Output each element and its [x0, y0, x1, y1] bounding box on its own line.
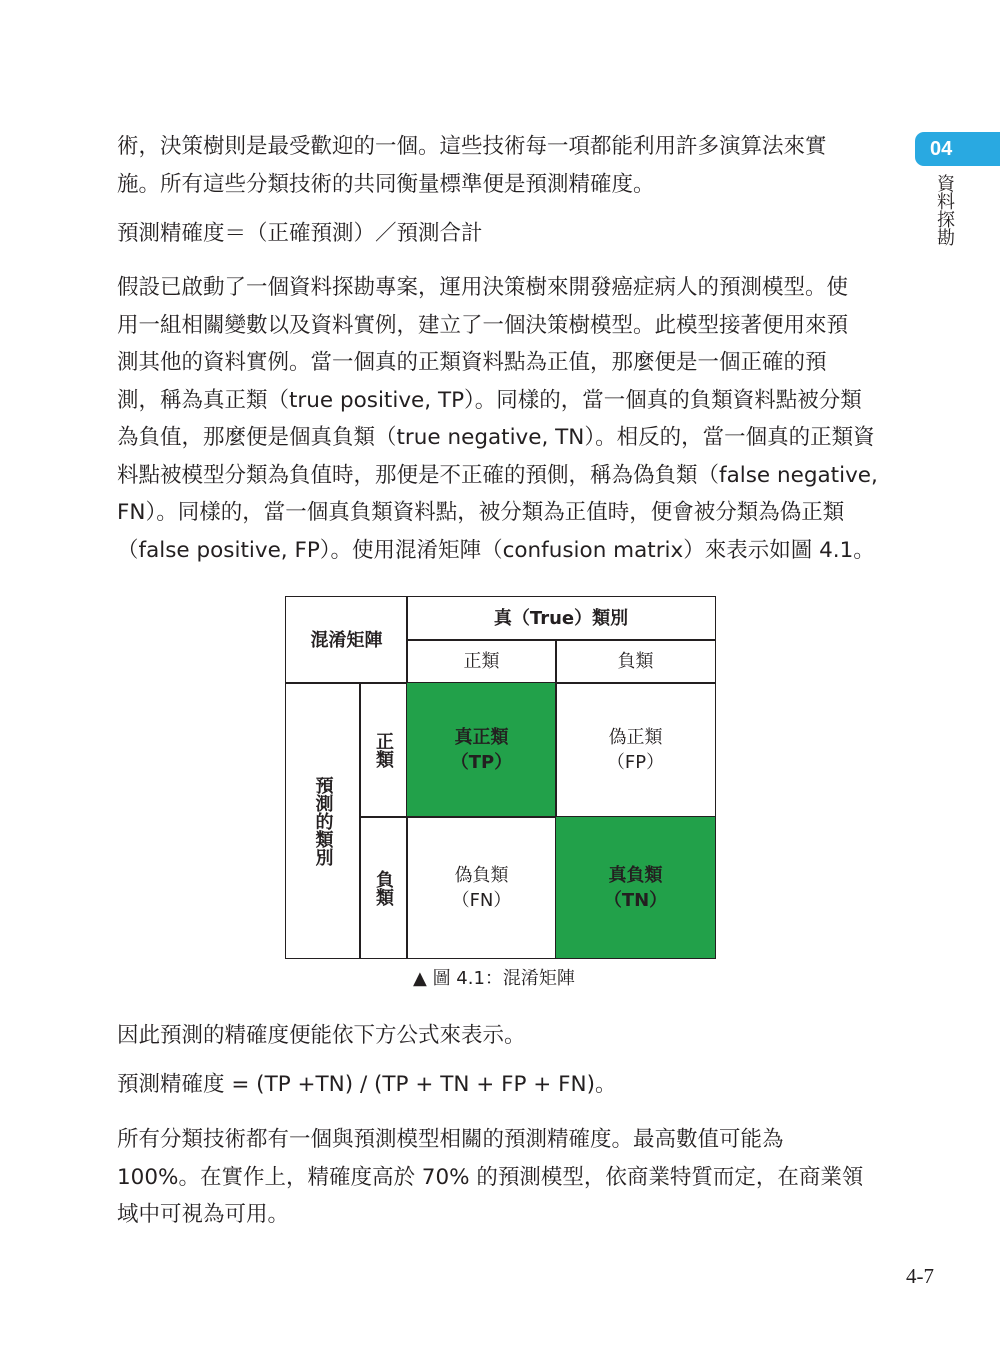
- fp-abbr: （FP）: [606, 752, 665, 773]
- figure-caption: ▲ 圖 4.1：混淆矩陣: [413, 968, 575, 989]
- fn-cell: [406, 816, 557, 959]
- text-line: 域中可視為可用。: [117, 1202, 290, 1227]
- text-line: 為負值，那麼便是個真負類（true negative, TN）。相反的，當一個真的正類資: [117, 425, 875, 450]
- chapter-label: 資料探勘: [934, 174, 955, 246]
- fp-cell: [555, 682, 716, 818]
- text-line: 測，稱為真正類（true positive, TP）。同樣的，當一個真的負類資料點被分類: [117, 387, 862, 413]
- accuracy-formula: 預測精確度 = (TP +TN) / (TP + TN + FP + FN)。: [117, 1072, 617, 1097]
- text-line: 100%。在實作上，精確度高於 70% 的預測模型，依商業特質而定，在商業領: [117, 1164, 864, 1190]
- closing-paragraph: [117, 1121, 885, 1234]
- text-line: 測其他的資料實例。當一個真的正類資料點為正值，那麼便是一個正確的預: [117, 350, 827, 375]
- text-line: FN）。同樣的，當一個真負類資料點，被分類為正值時，便會被分類為偽正類: [117, 500, 845, 525]
- fn-name: 偽負類: [454, 864, 509, 886]
- predicted-class-header: [285, 682, 361, 959]
- text-line: 用一組相關變數以及資料實例，建立了一個決策樹模型。此模型接著便用來預: [117, 312, 849, 338]
- predicted-class-label: 預測的類別: [312, 775, 334, 866]
- intro-paragraph: [117, 128, 885, 203]
- text-line: （false positive, FP）。使用混淆矩陣（confusion matrix）來表示如圖 4.1。: [117, 537, 875, 563]
- true-positive-header: 正類: [406, 639, 557, 684]
- tp-abbr: （TP）: [450, 752, 513, 773]
- text-line: 術，決策樹則是最受歡迎的一個。這些技術每一項都能利用許多演算法來實: [117, 134, 827, 159]
- predicted-negative-header: [359, 816, 408, 959]
- fn-abbr: （FN）: [451, 889, 512, 911]
- predicted-negative-label: 負類: [373, 869, 394, 906]
- tp-cell: [406, 682, 557, 818]
- fp-name: 偽正類: [608, 727, 663, 748]
- text-line: 料點被模型分類為負值時，那便是不正確的預側，稱為偽負類（false negative,: [117, 462, 878, 488]
- text-line: 所有分類技術都有一個與預測模型相關的預測精確度。最高數值可能為: [117, 1127, 784, 1152]
- true-class-header: 真（True）類別: [406, 596, 716, 641]
- tn-name: 真負類: [608, 864, 663, 886]
- predicted-positive-header: [359, 682, 408, 818]
- tn-abbr: （TN）: [603, 889, 668, 911]
- predicted-positive-label: 正類: [373, 732, 394, 768]
- text-line: 施。所有這些分類技術的共同衡量標準便是預測精確度。: [117, 171, 655, 197]
- true-negative-header: 負類: [555, 639, 716, 684]
- chapter-tab: [915, 132, 1000, 166]
- tn-cell: [555, 816, 716, 959]
- after-figure-text: 因此預測的精確度便能依下方公式來表示。: [117, 1023, 526, 1048]
- formula-precision: 預測精確度＝（正確預測）／預測合計: [117, 221, 483, 246]
- tp-name: 真正類: [454, 727, 509, 748]
- confusion-matrix: [285, 596, 716, 959]
- page-number: 4-7: [906, 1264, 934, 1288]
- matrix-corner: 混淆矩陣: [285, 596, 408, 684]
- body-paragraph: [117, 269, 885, 569]
- chapter-number: 04: [930, 138, 953, 160]
- text-line: 假設已啟動了一個資料探勘專案，運用決策樹來開發癌症病人的預測模型。使: [117, 275, 849, 300]
